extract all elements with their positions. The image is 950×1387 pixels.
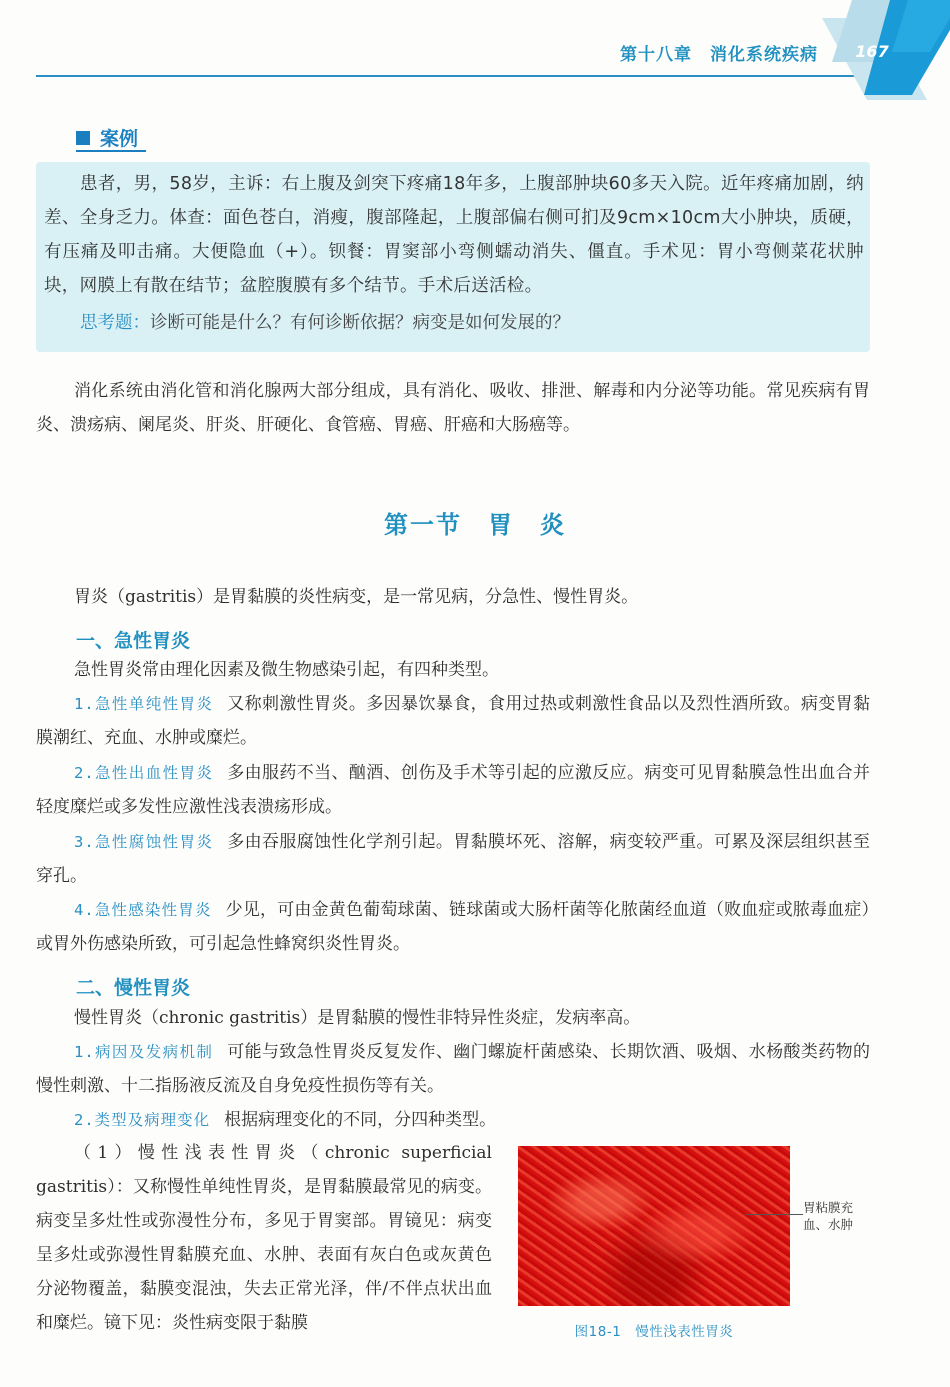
question-label: 思考题： [80, 313, 150, 333]
acute-item-4 [36, 893, 870, 961]
acute-item-1 [36, 687, 870, 755]
acute-item-label: 2.急性出血性胃炎 [74, 764, 214, 782]
figure-caption: 图18-1 慢性浅表性胃炎 [574, 1324, 734, 1340]
acute-item-label: 4.急性感染性胃炎 [74, 901, 212, 919]
chronic-item-label: 1.病因及发病机制 [74, 1043, 214, 1061]
square-bullet-icon [76, 131, 90, 145]
case-question [80, 306, 870, 340]
question-text: 诊断可能是什么？有何诊断依据？病变是如何发展的？ [150, 313, 570, 333]
chronic-item-1 [36, 1035, 870, 1103]
page-number: 167 [855, 42, 889, 61]
acute-item-2 [36, 756, 870, 824]
case-heading-label: 案例 [100, 128, 139, 150]
chronic-item-text: 可能与致急性胃炎反复发作、幽门螺旋杆菌感染、长期饮酒、吸烟、水杨酸类药物的慢性刺激、十二指肠液反流及自身免疫性损伤等有关。 [36, 1042, 871, 1096]
chronic-item-text: 根据病理变化的不同，分四种类型。 [224, 1110, 497, 1130]
acute-item-label: 3.急性腐蚀性胃炎 [74, 833, 214, 851]
acute-item-text: 多由服药不当、酗酒、创伤及手术等引起的应激反应。病变可见胃黏膜急性出血合并轻度糜烂或多发性应激性浅表溃疡形成。 [36, 763, 871, 817]
case-text: 患者，男，58岁，主诉：右上腹及剑突下疼痛18年多，上腹部肿块60多天入院。近年疼痛加剧，纳差、全身乏力。体查：面色苍白，消瘦，腹部隆起，上腹部偏右侧可扪及9cm×10cm大小肿块，质硬，有压痛及叩击痛。大便隐血（+）。钡餐：胃窦部小弯侧蠕动消失、僵直。手术见：胃小弯侧菜花状肿块，网膜上有散在结节；盆腔腹膜有多个结节。手术后送活检。 [44, 174, 864, 296]
acute-item-text: 多由吞服腐蚀性化学剂引起。胃黏膜坏死、溶解，病变较严重。可累及深层组织甚至穿孔。 [36, 832, 871, 886]
figure-annotation: 胃粘膜充血、水肿 [803, 1200, 854, 1232]
chapter-intro: 消化系统由消化管和消化腺两大部分组成，具有消化、吸收、排泄、解毒和内分泌等功能。常见疾病有胃炎、溃疡病、阑尾炎、肝炎、肝硬化、食管癌、胃癌、肝癌和大肠癌等。 [36, 381, 870, 435]
acute-item-text: 少见，可由金黄色葡萄球菌、链球菌或大肠杆菌等化脓菌经血道（败血症或脓毒血症）或胃外伤感染所致，可引起急性蜂窝织炎性胃炎。 [36, 900, 871, 954]
section-intro: 胃炎（gastritis）是胃黏膜的炎性病变，是一常见病，分急性、慢性胃炎。 [74, 587, 639, 607]
chronic-intro: 慢性胃炎（chronic gastritis）是胃黏膜的慢性非特异性炎症，发病率高。 [74, 1008, 641, 1028]
case-heading [76, 124, 138, 151]
acute-intro: 急性胃炎常由理化因素及微生物感染引起，有四种类型。 [74, 660, 499, 680]
acute-item-text: 又称刺激性胃炎。多因暴饮暴食，食用过热或刺激性食品以及烈性酒所致。病变胃黏膜潮红、充血、水肿或糜烂。 [36, 694, 871, 748]
chronic-item-2 [36, 1103, 870, 1137]
acute-item-3 [36, 825, 870, 893]
acute-heading: 一、急性胃炎 [76, 630, 191, 652]
gastric-mucosa-photo [518, 1146, 790, 1306]
section-title: 第一节 胃 炎 [384, 510, 566, 539]
chronic-heading: 二、慢性胃炎 [76, 977, 191, 999]
annotation-leader-line [745, 1214, 803, 1215]
chronic-item-label: 2.类型及病理变化 [74, 1111, 211, 1129]
acute-item-label: 1.急性单纯性胃炎 [74, 695, 214, 713]
case-underline [76, 150, 146, 152]
header-rule [36, 75, 886, 77]
chapter-title: 第十八章 消化系统疾病 [620, 45, 818, 65]
superficial-gastritis-text: （1）慢性浅表性胃炎（chronic superficial gastritis）：又称慢性单纯性胃炎，是胃黏膜最常见的病变。病变呈多灶性或弥漫性分布，多见于胃窦部。胃镜见：病变呈多灶或弥漫性胃黏膜充血、水肿、表面有灰白色或灰黄色分泌物覆盖，黏膜变混浊，失去正常光泽，伴/不伴点状出血和糜烂。镜下见：炎性病变限于黏膜 [36, 1143, 492, 1333]
